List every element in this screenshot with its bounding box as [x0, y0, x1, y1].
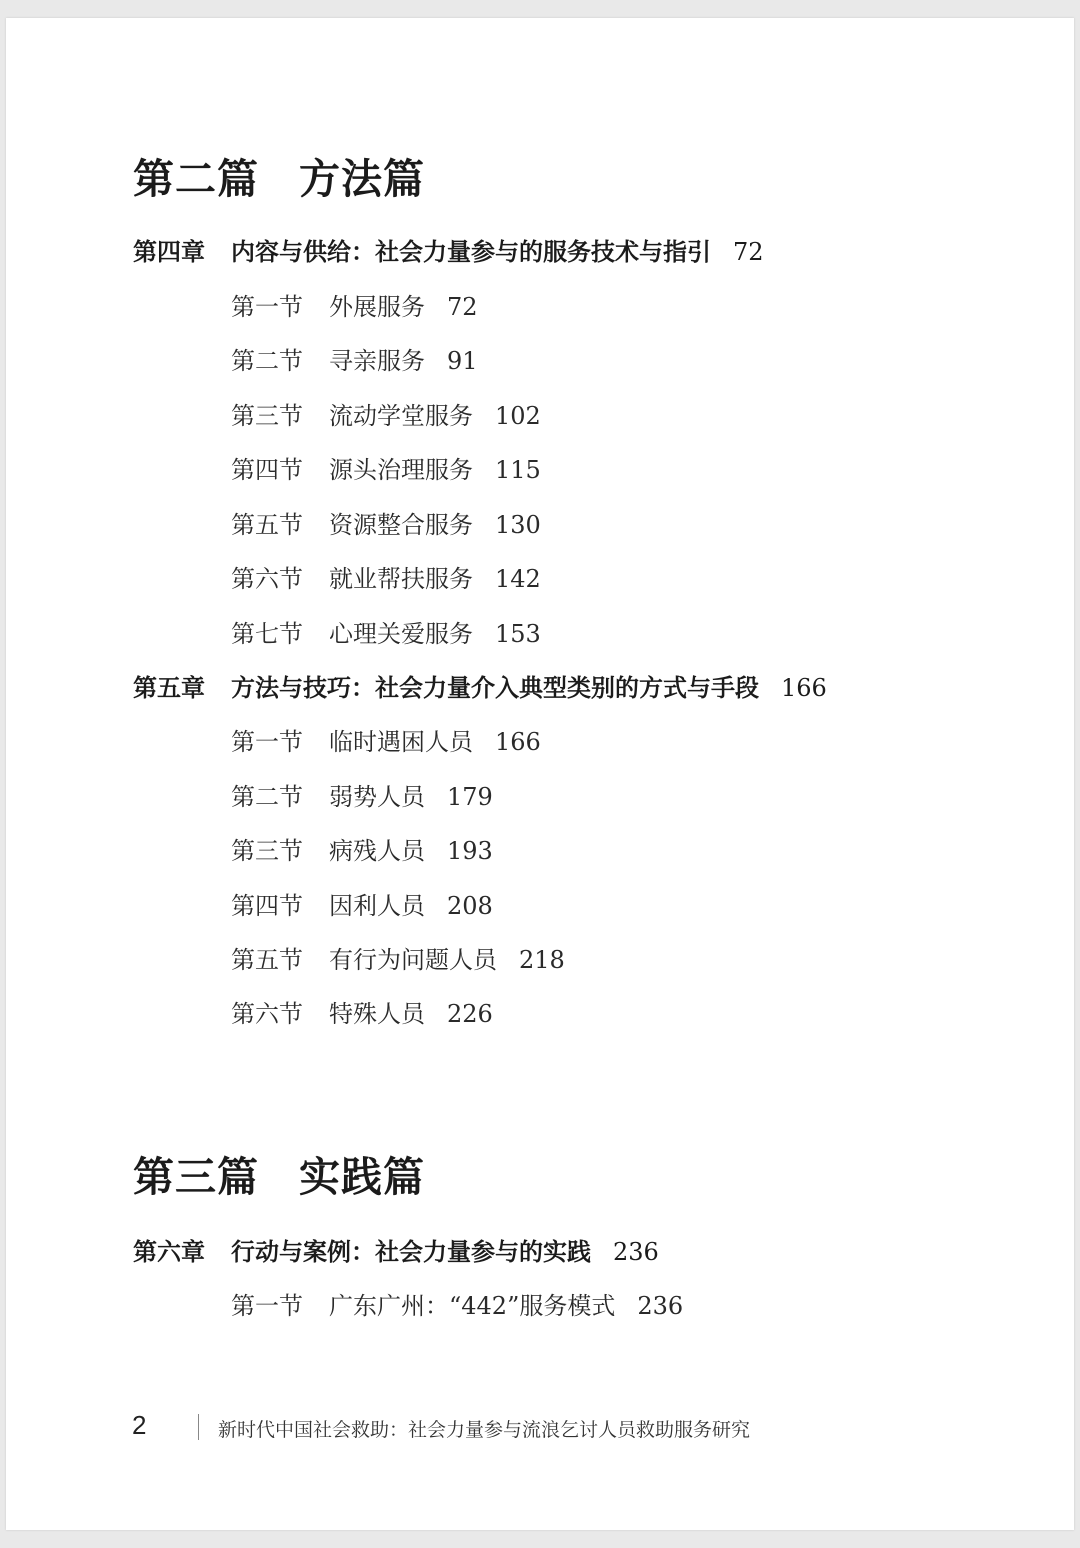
chapter-page-number: 72: [733, 238, 764, 266]
section-label: 第四节: [231, 892, 303, 920]
book-page: [6, 18, 1074, 1530]
section-page-number: 193: [447, 837, 493, 865]
toc-section[interactable]: [231, 781, 493, 813]
section-title: 流动学堂服务: [329, 402, 473, 430]
toc-section[interactable]: [231, 563, 541, 595]
section-page-number: 179: [447, 783, 493, 811]
section-title: 有行为问题人员: [329, 946, 497, 974]
section-label: 第四节: [231, 456, 303, 484]
footer-book-title: 新时代中国社会救助：社会力量参与流浪乞讨人员救助服务研究: [218, 1419, 751, 1441]
section-title: 因利人员: [329, 892, 425, 920]
section-title: 广东广州：“442”服务模式: [329, 1292, 616, 1320]
toc-chapter[interactable]: [133, 1236, 659, 1268]
section-label: 第七节: [231, 620, 303, 648]
section-label: 第五节: [231, 511, 303, 539]
chapter-page-number: 166: [781, 674, 827, 702]
section-page-number: 72: [447, 293, 478, 321]
section-label: 第六节: [231, 1000, 303, 1028]
section-title: 弱势人员: [329, 783, 425, 811]
section-title: 资源整合服务: [329, 511, 473, 539]
section-label: 第五节: [231, 946, 303, 974]
part-title: [133, 1144, 425, 1203]
section-label: 第三节: [231, 837, 303, 865]
section-label: 第一节: [231, 728, 303, 756]
section-page-number: 115: [495, 456, 541, 484]
footer-divider: [198, 1414, 199, 1440]
toc-section[interactable]: [231, 835, 493, 867]
chapter-label: 第六章: [133, 1237, 205, 1266]
section-page-number: 130: [495, 511, 541, 539]
section-label: 第一节: [231, 1292, 303, 1320]
footer-page-number: 2: [132, 1410, 147, 1440]
chapter-title: 内容与供给：社会力量参与的服务技术与指引: [231, 237, 711, 266]
toc-section[interactable]: [231, 618, 541, 650]
toc-section[interactable]: [231, 291, 478, 323]
section-page-number: 166: [495, 728, 541, 756]
section-label: 第一节: [231, 293, 303, 321]
part-title: [133, 146, 425, 205]
toc-section[interactable]: [231, 944, 565, 976]
section-page-number: 153: [495, 620, 541, 648]
chapter-label: 第四章: [133, 237, 205, 266]
section-title: 源头治理服务: [329, 456, 473, 484]
section-label: 第六节: [231, 565, 303, 593]
section-label: 第二节: [231, 783, 303, 811]
part-name: 方法篇: [299, 155, 425, 203]
section-page-number: 208: [447, 892, 493, 920]
chapter-page-number: 236: [613, 1238, 659, 1266]
chapter-title: 行动与案例：社会力量参与的实践: [231, 1237, 591, 1266]
section-title: 特殊人员: [329, 1000, 425, 1028]
section-page-number: 226: [447, 1000, 493, 1028]
section-label: 第三节: [231, 402, 303, 430]
section-page-number: 102: [495, 402, 541, 430]
section-page-number: 236: [637, 1292, 684, 1320]
section-title: 外展服务: [329, 293, 425, 321]
toc-chapter[interactable]: [133, 236, 764, 268]
section-title: 心理关爱服务: [329, 620, 473, 648]
part-name: 实践篇: [299, 1153, 425, 1201]
part-label: 第二篇: [133, 155, 259, 203]
section-page-number: 142: [495, 565, 541, 593]
part-label: 第三篇: [133, 1153, 259, 1201]
toc-section[interactable]: [231, 726, 541, 758]
toc-section[interactable]: [231, 454, 541, 486]
toc-section[interactable]: [231, 890, 493, 922]
toc-section[interactable]: [231, 998, 493, 1030]
toc-chapter[interactable]: [133, 672, 827, 704]
toc-section[interactable]: [231, 345, 478, 377]
section-title: 临时遇困人员: [329, 728, 473, 756]
chapter-title: 方法与技巧：社会力量介入典型类别的方式与手段: [231, 673, 759, 702]
section-title: 病残人员: [329, 837, 425, 865]
section-title: 寻亲服务: [329, 347, 425, 375]
toc-section[interactable]: [231, 1290, 683, 1322]
section-page-number: 91: [447, 347, 478, 375]
section-label: 第二节: [231, 347, 303, 375]
toc-section[interactable]: [231, 509, 541, 541]
section-title: 就业帮扶服务: [329, 565, 473, 593]
section-page-number: 218: [519, 946, 565, 974]
chapter-label: 第五章: [133, 673, 205, 702]
toc-section[interactable]: [231, 400, 541, 432]
